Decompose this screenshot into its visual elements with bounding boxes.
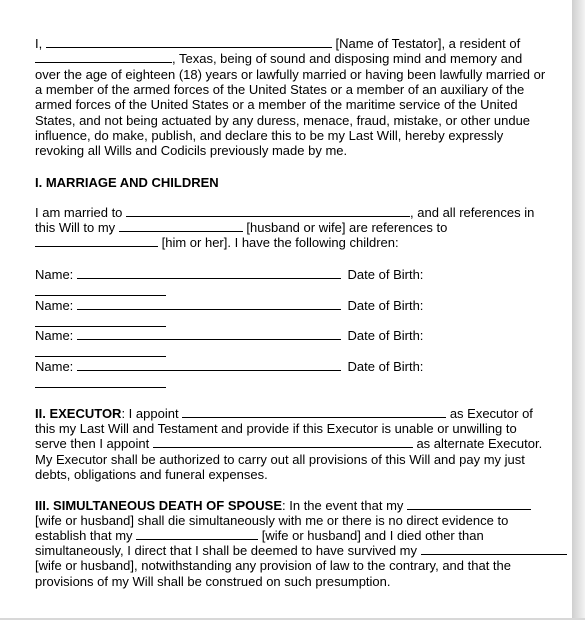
child-row-4 [35, 359, 423, 374]
dob-line-4 [35, 376, 166, 391]
husband-wife-blank[interactable] [119, 220, 243, 232]
child-dob-blank[interactable] [35, 284, 166, 296]
child-dob-blank[interactable] [35, 376, 166, 388]
executor-line-2: this my Last Will and Testament and provide if this Executor is unable or unwilling to [35, 421, 517, 436]
page-shadow-right [572, 0, 585, 620]
name-label: Name: [35, 328, 74, 343]
intro-line-4: a member of the armed forces of the United States or a member of an auxiliary of the [35, 82, 525, 97]
dob-label: Date of Birth: [347, 267, 424, 282]
death-line-2: [wife or husband] shall die simultaneously with me or there is no direct evidence to [35, 513, 509, 528]
death-text: [wife or husband] and I died other than [261, 528, 484, 543]
dob-label: Date of Birth: [347, 359, 424, 374]
intro-line-7: influence, do make, publish, and declare this to be my Last Will, hereby expressly [35, 128, 504, 143]
child-row-1 [35, 267, 423, 282]
executor-line-4: My Executor shall be authorized to carry out all provisions of this Will and pay my just [35, 452, 525, 467]
section-heading-marriage: I. MARRIAGE AND CHILDREN [35, 175, 219, 190]
county-blank[interactable] [35, 51, 172, 63]
marriage-line-1 [35, 205, 534, 220]
marriage-text: [husband or wife] are references to [246, 220, 448, 235]
marriage-line-2 [35, 220, 447, 235]
marriage-text: , and all references in [410, 205, 535, 220]
alternate-executor-blank[interactable] [153, 436, 413, 448]
marriage-text: this Will to my [35, 220, 116, 235]
marriage-line-3 [35, 235, 399, 250]
child-dob-blank[interactable] [35, 315, 166, 327]
intro-text: I, [35, 36, 43, 51]
name-label: Name: [35, 298, 74, 313]
child-dob-blank[interactable] [35, 345, 166, 357]
executor-name-blank[interactable] [182, 406, 446, 418]
section-heading-simultaneous-death: III. SIMULTANEOUS DEATH OF SPOUSE [35, 498, 283, 513]
executor-text: : I appoint [121, 406, 179, 421]
child-name-blank[interactable] [77, 298, 341, 310]
child-name-blank[interactable] [77, 328, 341, 340]
intro-line-6: States, and not being actuated by any duress, menace, fraud, mistake, or other undue [35, 113, 531, 128]
executor-text: serve then I appoint [35, 436, 150, 451]
executor-line-1 [35, 406, 533, 421]
dob-line-3 [35, 345, 166, 360]
death-text: establish that my [35, 528, 133, 543]
spouse-blank[interactable] [407, 498, 531, 510]
spouse-name-blank[interactable] [126, 205, 410, 217]
name-label: Name: [35, 359, 74, 374]
section-heading-executor: II. EXECUTOR [35, 406, 122, 421]
death-line-6: provisions of my Will shall be construed on such presumption. [35, 574, 391, 589]
child-row-2 [35, 298, 423, 313]
intro-text: , Texas, being of sound and disposing mind and memory and [172, 51, 523, 66]
executor-line-3 [35, 436, 542, 451]
intro-line-5: armed forces of the United States or a member of the maritime service of the United [35, 97, 518, 112]
marriage-text: [him or her]. I have the following children: [161, 235, 399, 250]
death-line-1 [35, 498, 531, 513]
child-name-blank[interactable] [77, 267, 341, 279]
executor-line-5: debts, obligations and funeral expenses. [35, 467, 268, 482]
intro-line-8: revoking all Wills and Codicils previously made by me. [35, 143, 348, 158]
spouse-blank-2[interactable] [136, 528, 258, 540]
dob-label: Date of Birth: [347, 298, 424, 313]
name-label: Name: [35, 267, 74, 282]
spouse-blank-3[interactable] [421, 543, 567, 555]
death-line-3 [35, 528, 484, 543]
dob-label: Date of Birth: [347, 328, 424, 343]
executor-text: as Executor of [449, 406, 533, 421]
dob-line-1 [35, 284, 166, 299]
death-text: : In the event that my [282, 498, 404, 513]
intro-text: [Name of Testator], a resident of [335, 36, 521, 51]
testator-name-blank[interactable] [46, 36, 332, 48]
intro-line-3: over the age of eighteen (18) years or lawfully married or having been lawfully married or [35, 67, 546, 82]
intro-line-1 [35, 36, 520, 51]
death-line-5: [wife or husband], notwithstanding any provision of law to the contrary, and that the [35, 558, 511, 573]
marriage-text: I am married to [35, 205, 123, 220]
executor-text: as alternate Executor. [416, 436, 543, 451]
intro-line-2 [35, 51, 522, 66]
him-her-blank[interactable] [35, 235, 158, 247]
child-row-3 [35, 328, 423, 343]
child-name-blank[interactable] [77, 359, 341, 371]
death-text: simultaneously, I direct that I shall be deemed to have survived my [35, 543, 418, 558]
death-line-4 [35, 543, 567, 558]
